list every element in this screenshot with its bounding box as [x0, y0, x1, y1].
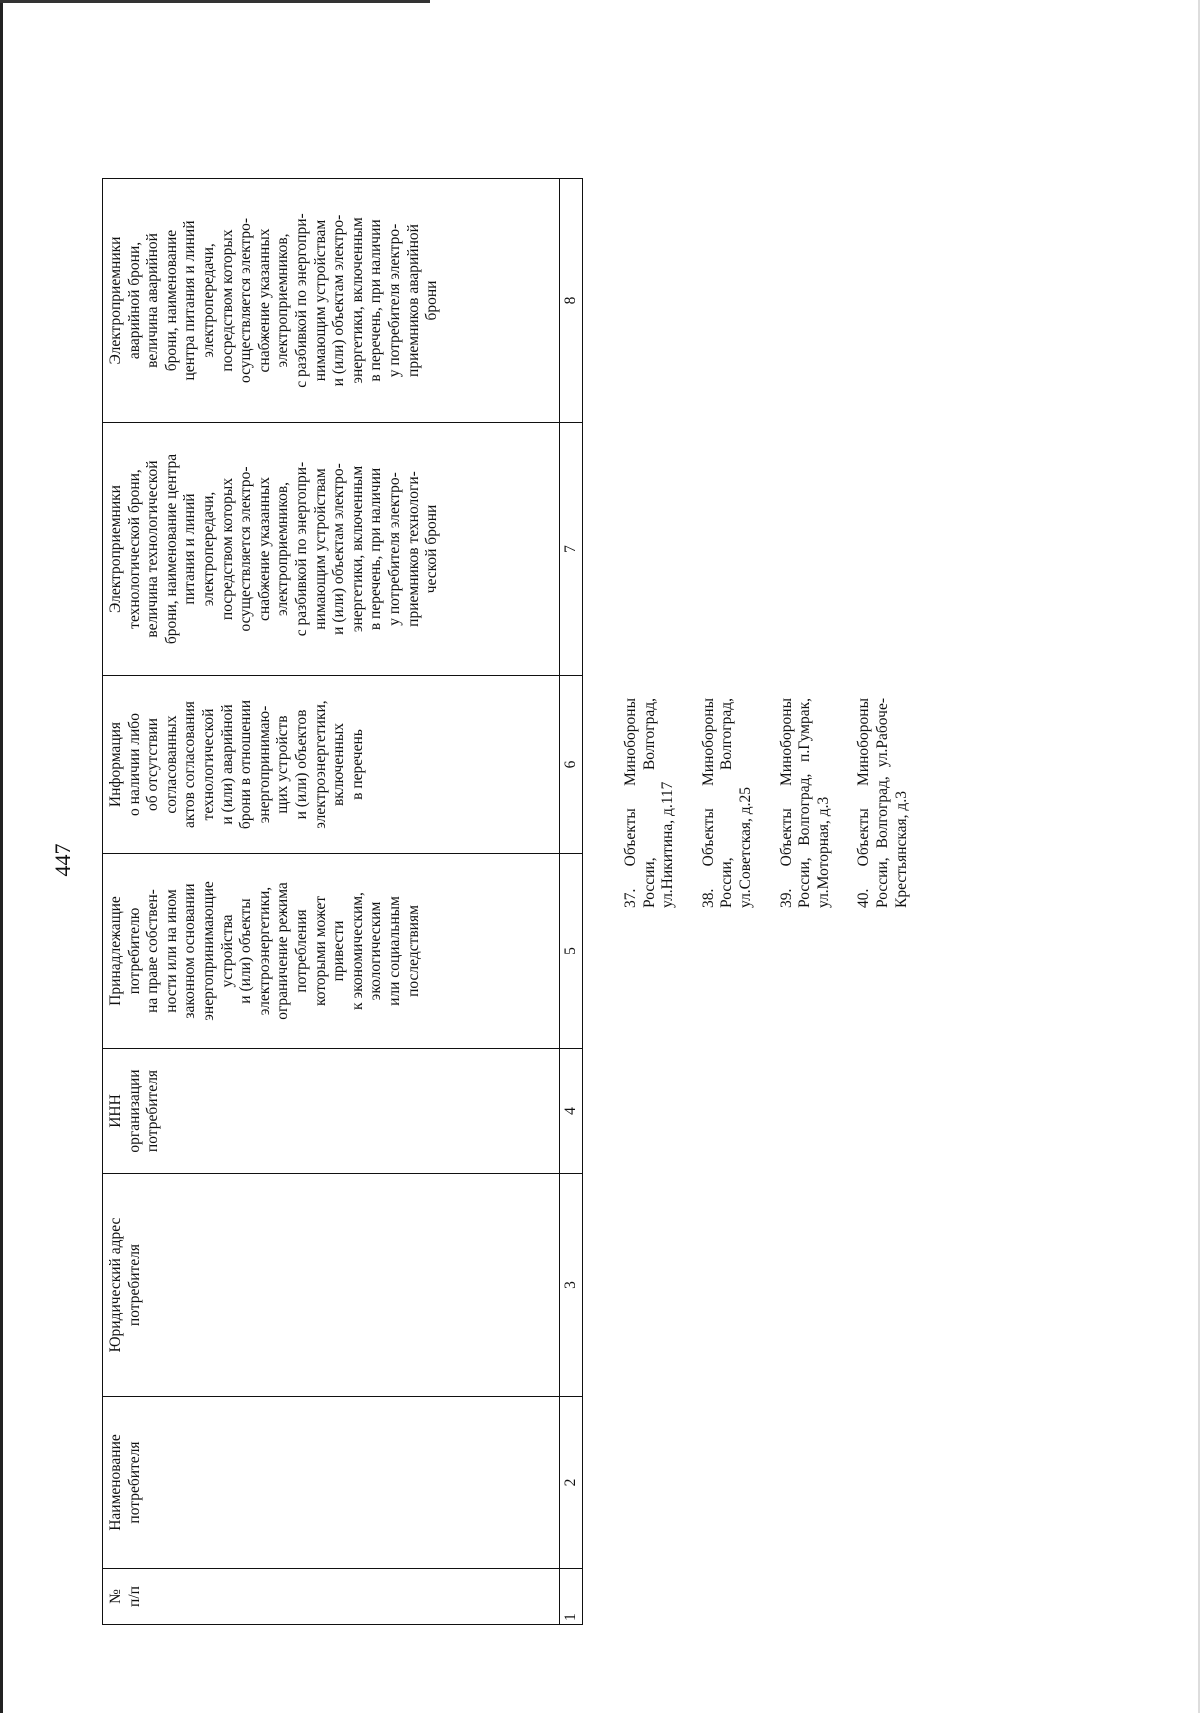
header-text: Электроприемники аварийной брони, величина аварийной брони, наименование центра питания и линий электропередачи, посредством которых осуществляется электро- снабжение указанных электроприемников, с разбивкой по энергопри- нимающим устройствам и (или) объектам электро- энергетики, включенным в перечень, при наличии у потребителя электро- приемников аварийной брони — [107, 213, 441, 388]
header-cell — [103, 1569, 560, 1625]
column-number: 3 — [560, 1174, 583, 1397]
header-cell — [103, 676, 560, 854]
column-number: 7 — [560, 423, 583, 676]
header-text: Электроприемники технологической брони, величина технологической брони, наименование центра питания и линий электропередачи, посредством которых осуществляется электро- снабжение указанных электроприемников, с разбивкой по энергопри- нимающим устройствам и (или) объектам электро- энергетики, включенным в перечень, при наличии у потребителя электро- приемников технологи- ческой брони — [107, 453, 441, 645]
column-number: 1 — [560, 1569, 583, 1625]
column-number: 5 — [560, 854, 583, 1049]
header-cell — [103, 854, 560, 1049]
header-text: ИНН организации потребителя — [107, 1069, 162, 1153]
header-cell — [103, 1174, 560, 1397]
header-cell — [103, 423, 560, 676]
header-cell — [103, 179, 560, 423]
header-cell — [103, 1049, 560, 1174]
header-cell — [103, 1397, 560, 1569]
header-text: Юридический адрес потребителя — [107, 1217, 143, 1353]
column-number-row — [560, 179, 583, 1625]
object-entry: 37. Объекты Минобороны России, Волгоград, ул.Никитина, д.117 — [622, 698, 677, 908]
object-entry: 40. Объекты Минобороны России, Волгоград, ул.Рабоче-Крестьянская, д.3 — [855, 698, 910, 908]
object-entry: 39. Объекты Минобороны России, Волгоград, п.Гумрак, ул.Моторная, д.3 — [777, 698, 832, 908]
header-text: Принадлежащие потребителю на праве собствен- ности или на ином законном основании энергопринимающие устройства и (или) объекты электроэнергетики, ограничение режима потребления которыми может привести к экономическим, экологическим или социальным последствиям — [107, 881, 422, 1021]
object-entry: 38. Объекты Минобороны России, Волгоград, ул.Советская, д.25 — [699, 698, 754, 908]
column-number: 6 — [560, 676, 583, 854]
page-number: 447 — [50, 843, 75, 877]
header-text: № п/п — [107, 1586, 143, 1607]
object-entries — [622, 698, 933, 908]
header-text: Наименование потребителя — [107, 1434, 143, 1531]
header-text: Информация о наличии либо об отсутствии согласованных актов согласования технологической и (или) аварийной брони в отношении энергопринимаю- щих устройств и (или) объектов электроэнергетики, включенных в перечень — [107, 699, 366, 830]
consumer-table — [102, 178, 583, 1625]
column-number: 8 — [560, 179, 583, 423]
header-row — [103, 179, 560, 1625]
column-number: 2 — [560, 1397, 583, 1569]
column-number: 4 — [560, 1049, 583, 1174]
